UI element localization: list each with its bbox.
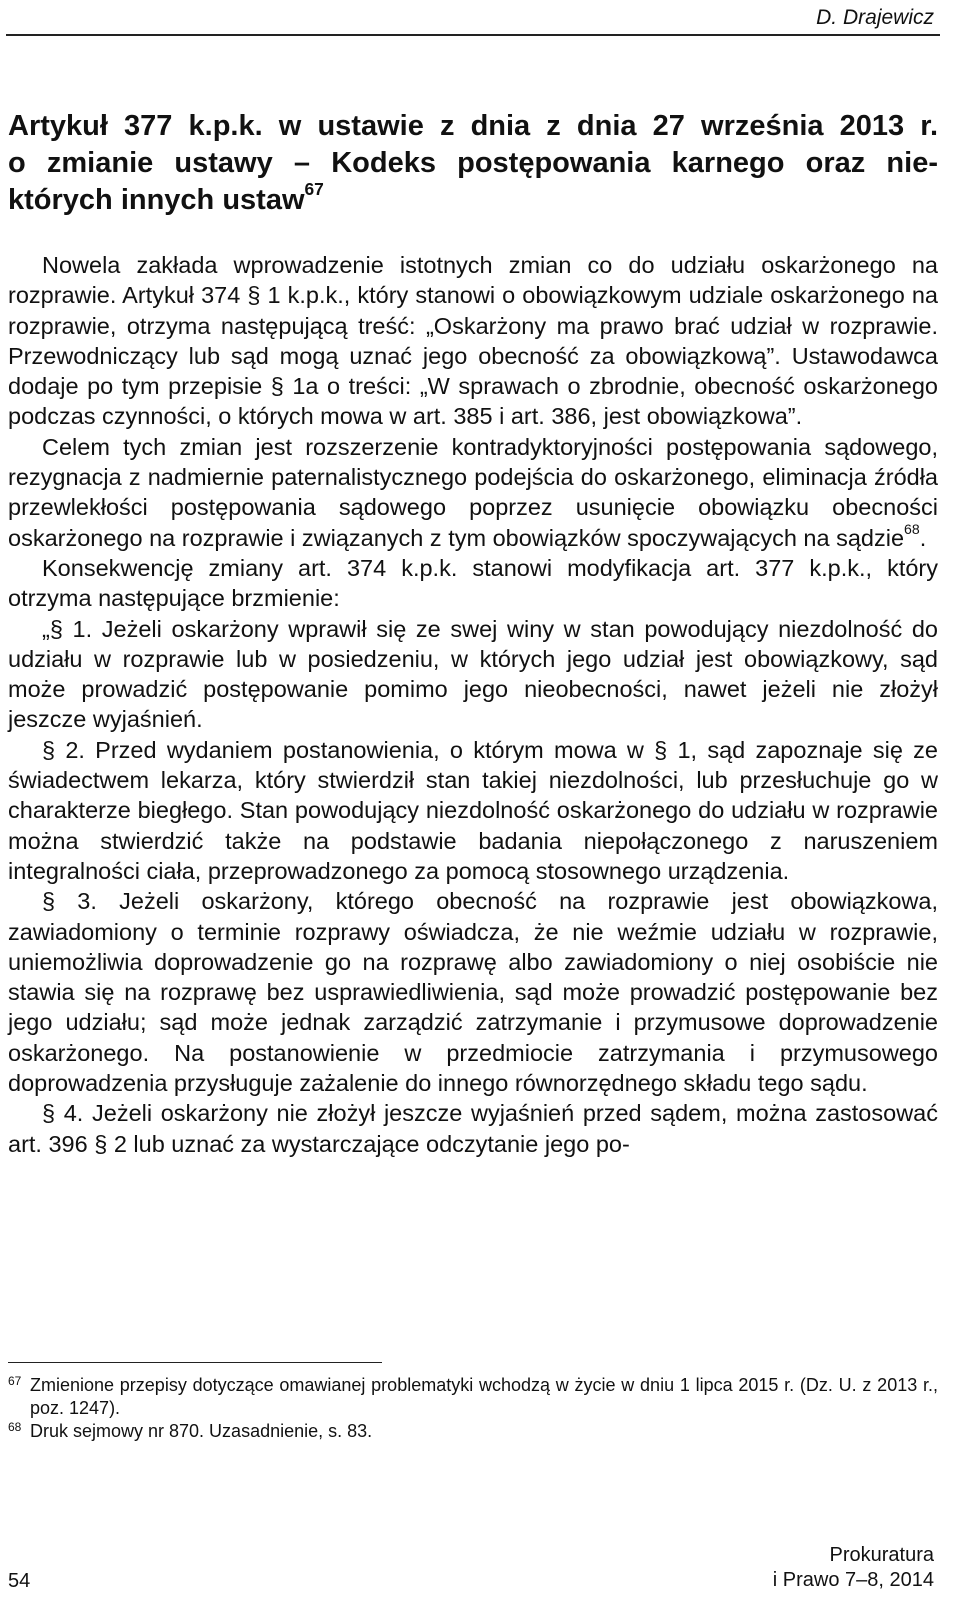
footnote-number: 67	[8, 1374, 22, 1388]
footnote-text: Druk sejmowy nr 870. Uzasadnienie, s. 83.	[30, 1421, 373, 1441]
page-number: 54	[8, 1570, 31, 1592]
running-header-author: D. Drajewicz	[816, 6, 934, 29]
paragraph-5: § 2. Przed wydaniem postanowienia, o którym mowa w § 1, sąd zapoznaje się ze świadectwem lekarza, który stwierdził stan takiej niezdolności, lub przesłuchuje go w charakterze biegłego. Stan powodujący niezdolność oskarżonego do udziału w rozprawie można stwierdzić także na podstawie badania niepołączonego z naruszeniem integralności ciała, przeprowadzonego za pomocą stosownego urządzenia.	[8, 736, 938, 884]
title-line-3-text: których innych ustaw	[8, 184, 305, 216]
paragraph-4: „§ 1. Jeżeli oskarżony wprawił się ze swej winy w stan powodujący niezdolność do udziału w rozprawie lub w posiedzeniu, w których jego udział jest obowiązkowy, sąd może prowadzić postępowanie pomimo jego nieobecności, nawet jeżeli nie złożył jeszcze wyjaśnień.	[8, 615, 938, 733]
footnote-number: 68	[8, 1420, 22, 1434]
paragraph-1: Nowela zakłada wprowadzenie istotnych zmian co do udziału oskarżonego na rozprawie. Artykuł 374 § 1 k.p.k., który stanowi o obowiązkowym udziale oskarżonego na rozprawie, otrzyma następującą treść: „Oskarżony ma prawo brać udział w rozprawie. Przewodniczący lub sąd mogą uznać jego obecność za obowiązkową”. Ustawodawca dodaje po tym przepisie § 1a o treści: „W sprawach o zbrodnie, obecność oskarżonego podczas czynności, o których mowa w art. 385 i art. 386, jest obowiązkowa”.	[8, 252, 938, 430]
title-footnote-ref: 67	[304, 178, 324, 199]
paragraph-2-text: Celem tych zmian jest rozszerzenie kontradyktoryjności postępowania sądowego, rezygnacja z nadmiernie paternalistycznego podejścia do oskarżonego, eliminacja źródła przewlekłości postępowania sądowego poprzez usunięcie obowiązku obecności oskarżonego na rozprawie i związanych z tym obowiązków spoczywających na sądzie	[8, 433, 938, 551]
paragraph-3: Konsekwencję zmiany art. 374 k.p.k. stanowi modyfikacja art. 377 k.p.k., który otrzyma następujące brzmienie:	[8, 554, 938, 612]
footnote-68	[8, 1420, 938, 1443]
journal-issue: i Prawo 7–8, 2014	[772, 1569, 934, 1591]
title-line-2: o zmianie ustawy – Kodeks postępowania karnego oraz nie-	[8, 147, 938, 179]
paragraph-2	[8, 432, 938, 553]
footnotes	[8, 1374, 938, 1443]
paragraph-2-end: .	[919, 524, 927, 551]
title-line-3	[8, 178, 938, 219]
title-line-1: Artykuł 377 k.p.k. w ustawie z dnia z dnia 27 września 2013 r.	[8, 110, 938, 142]
section-title	[8, 108, 938, 219]
footnote-67	[8, 1374, 938, 1420]
footnote-rule	[8, 1362, 382, 1363]
paragraph-2-footnote-ref: 68	[904, 521, 920, 538]
footnote-text: Zmienione przepisy dotyczące omawianej problematyki wchodzą w życie w dniu 1 lipca 2015 r. (Dz. U. z 2013 r., poz. 1247).	[30, 1375, 938, 1418]
article-body	[8, 250, 938, 1159]
header-rule	[6, 34, 940, 36]
paragraph-6: § 3. Jeżeli oskarżony, którego obecność na rozprawie jest obowiązkowa, zawiadomiony o terminie rozprawy oświadcza, że nie weźmie udziału w rozprawie, uniemożliwia doprowadzenie go na rozprawę albo zawiadomiony o niej osobiście nie stawia się na rozprawę bez usprawiedliwienia, sąd może prowadzić postępowanie bez jego udziału; sąd może jednak zarządzić zatrzymanie i przymusowe doprowadzenie oskarżonego. Na postanowienie w przedmiocie zatrzymania i przymusowego doprowadzenia przysługuje zażalenie do innego równorzędnego składu tego sądu.	[8, 888, 938, 1097]
journal-name: Prokuratura	[829, 1544, 934, 1566]
journal-footer	[773, 1543, 934, 1593]
paragraph-7: § 4. Jeżeli oskarżony nie złożył jeszcze wyjaśnień przed sądem, można zastosować art. 396 § 2 lub uznać za wystarczające odczytanie jego po-	[8, 1100, 938, 1157]
